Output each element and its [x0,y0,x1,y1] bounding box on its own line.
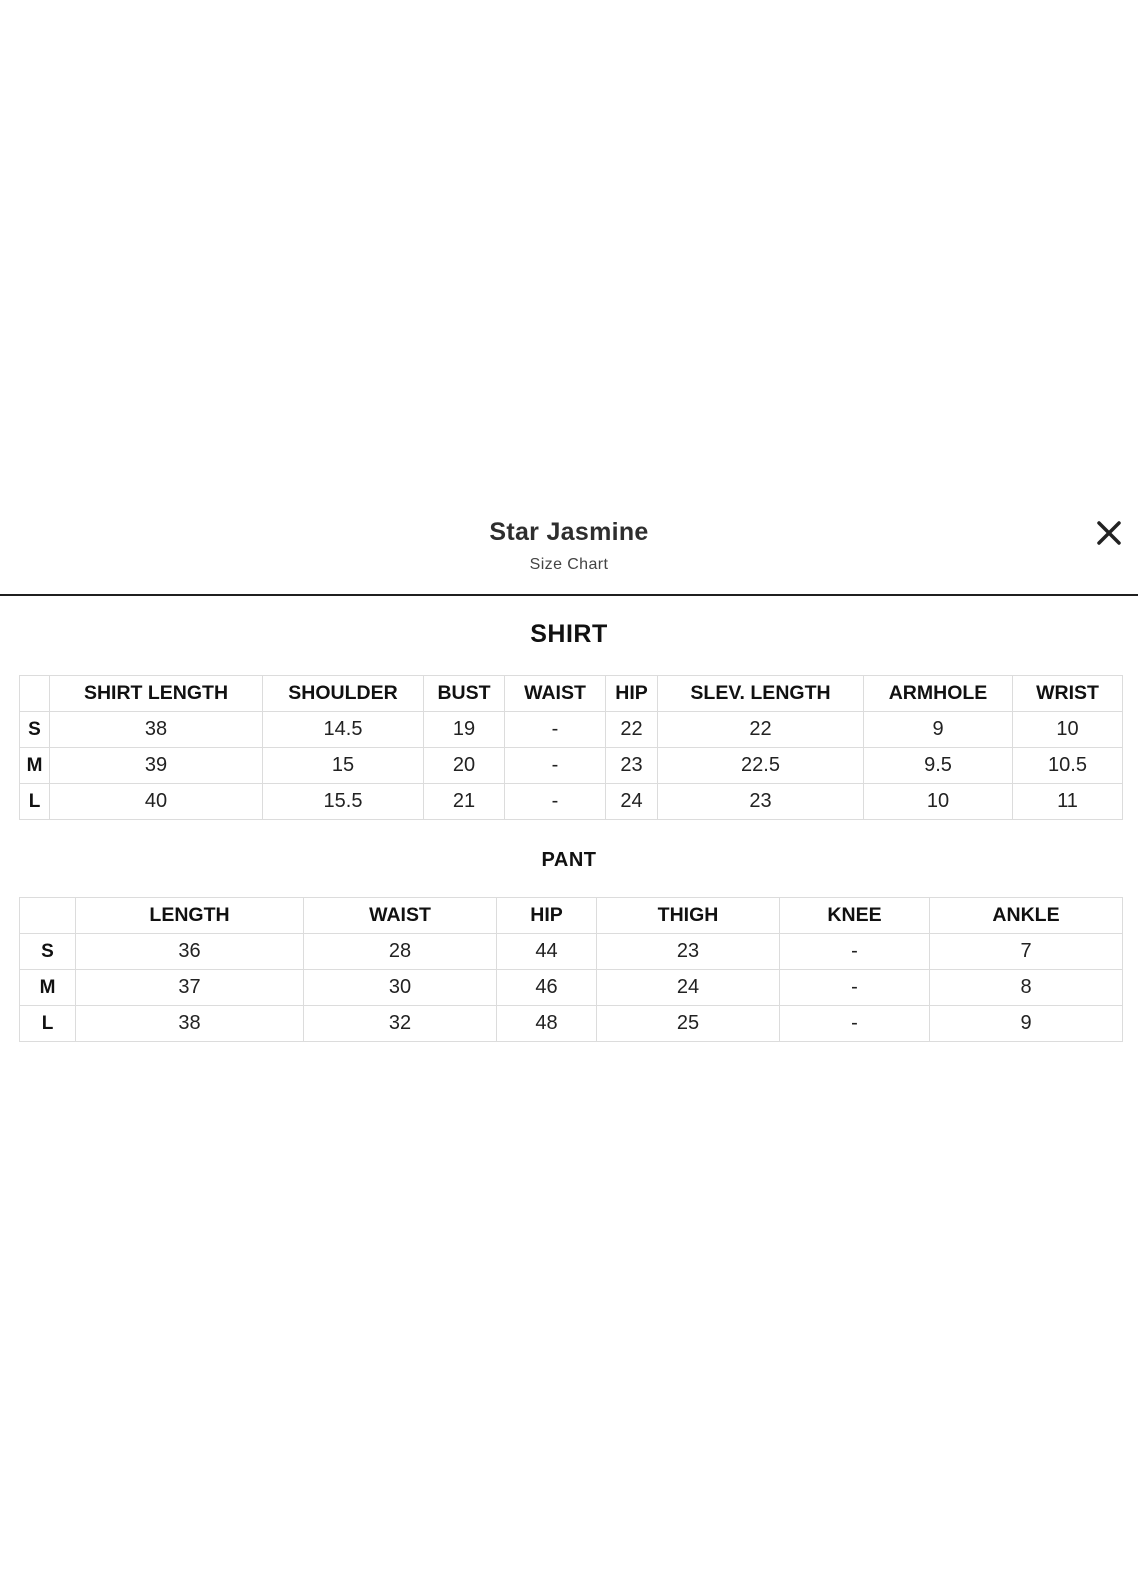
header-cell: WAIST [505,676,606,712]
size-label: L [20,784,50,820]
table-cell: - [780,934,930,970]
table-cell: 19 [424,712,505,748]
table-row [20,970,1123,1006]
table-cell: 25 [597,1006,780,1042]
table-cell: 20 [424,748,505,784]
pant-size-table [19,897,1123,1042]
table-header-row [20,898,1123,934]
header-cell: WAIST [304,898,497,934]
table-cell: 7 [930,934,1123,970]
close-button[interactable] [1094,518,1124,548]
header-cell: LENGTH [76,898,304,934]
table-cell: 48 [497,1006,597,1042]
table-cell: 23 [658,784,864,820]
table-cell: 24 [606,784,658,820]
table-cell: 14.5 [263,712,424,748]
header-cell: KNEE [780,898,930,934]
table-row [20,712,1123,748]
shirt-section-title: SHIRT [530,620,608,648]
pant-section-title: PANT [541,849,597,871]
table-cell: 9 [864,712,1013,748]
table-cell: 46 [497,970,597,1006]
table-cell: - [505,712,606,748]
header-cell: ANKLE [930,898,1123,934]
table-cell: 32 [304,1006,497,1042]
shirt-size-table [19,675,1123,820]
table-cell: 10 [1013,712,1123,748]
modal-subtitle: Size Chart [529,556,609,573]
size-label: M [20,970,76,1006]
table-cell: 38 [50,712,263,748]
header-cell: HIP [606,676,658,712]
table-cell: 10 [864,784,1013,820]
table-cell: - [780,1006,930,1042]
size-label: L [20,1006,76,1042]
table-row [20,784,1123,820]
header-cell [20,676,50,712]
header-cell: SHIRT LENGTH [50,676,263,712]
table-row [20,934,1123,970]
table-cell: 22 [606,712,658,748]
header-cell: SLEV. LENGTH [658,676,864,712]
table-cell: 39 [50,748,263,784]
size-label: S [20,934,76,970]
table-row [20,748,1123,784]
header-cell: BUST [424,676,505,712]
table-header-row [20,676,1123,712]
table-cell: - [780,970,930,1006]
header-cell: WRIST [1013,676,1123,712]
header-cell: HIP [497,898,597,934]
table-cell: 36 [76,934,304,970]
table-cell: 9 [930,1006,1123,1042]
size-label: M [20,748,50,784]
table-cell: 44 [497,934,597,970]
table-cell: 23 [597,934,780,970]
table-cell: 22.5 [658,748,864,784]
table-cell: 24 [597,970,780,1006]
header-cell: THIGH [597,898,780,934]
modal-header [0,512,1138,596]
table-cell: 38 [76,1006,304,1042]
table-cell: 28 [304,934,497,970]
header-cell: ARMHOLE [864,676,1013,712]
product-title: Star Jasmine [489,518,649,546]
header-cell: SHOULDER [263,676,424,712]
table-cell: 22 [658,712,864,748]
table-cell: - [505,748,606,784]
size-label: S [20,712,50,748]
table-cell: 21 [424,784,505,820]
table-cell: 11 [1013,784,1123,820]
table-cell: 10.5 [1013,748,1123,784]
table-cell: 30 [304,970,497,1006]
table-cell: 8 [930,970,1123,1006]
close-icon [1094,518,1124,548]
table-row [20,1006,1123,1042]
table-cell: 23 [606,748,658,784]
table-cell: - [505,784,606,820]
table-cell: 15.5 [263,784,424,820]
table-cell: 15 [263,748,424,784]
table-cell: 37 [76,970,304,1006]
table-cell: 9.5 [864,748,1013,784]
table-cell: 40 [50,784,263,820]
header-cell [20,898,76,934]
